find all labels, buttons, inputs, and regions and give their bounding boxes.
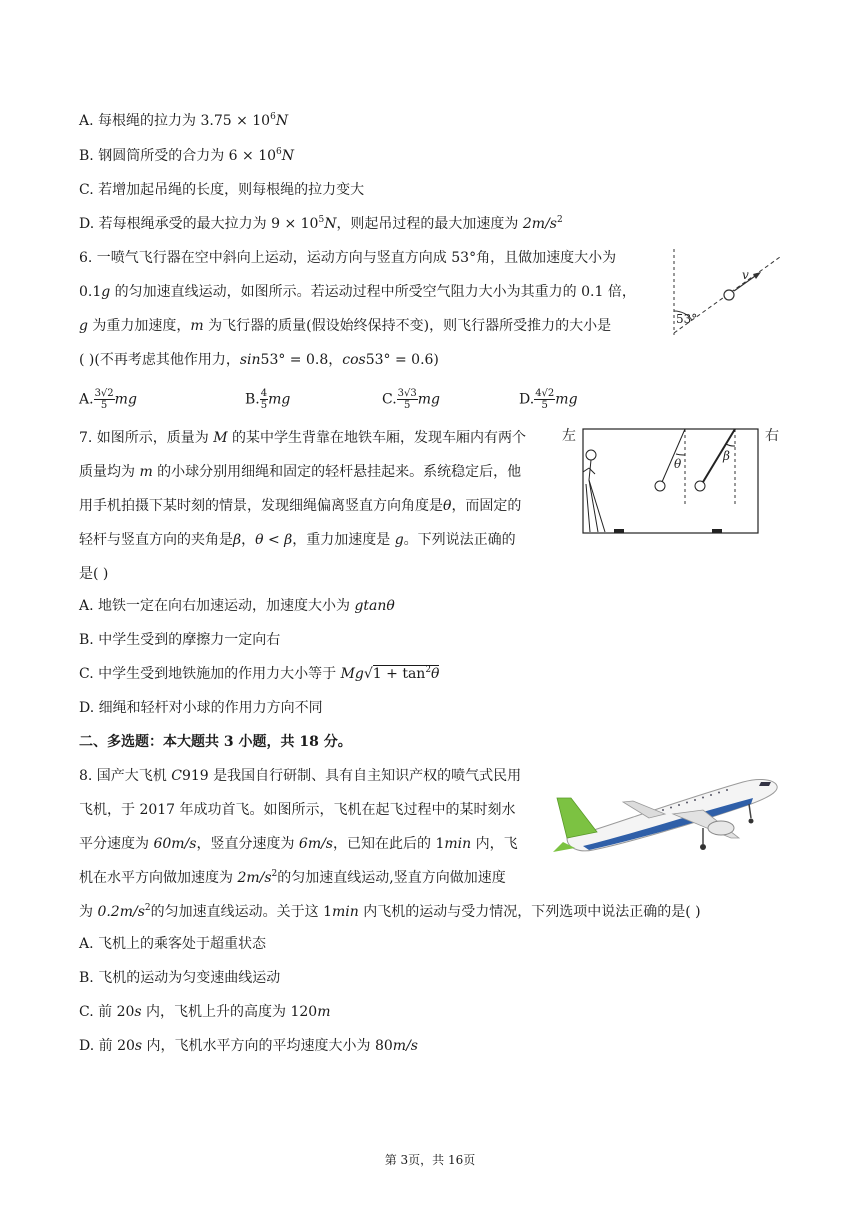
airplane-image [553,768,783,868]
q7-theta-label: θ [674,457,682,471]
q7-line-3: 用手机拍摄下某时刻的情景，发现细绳偏离竖直方向角度是θ，而固定的 [79,498,522,514]
q5-option-c: C. 若增加起吊绳的长度，则每根绳的拉力变大 [79,182,365,198]
q6-velocity-label: v [742,268,749,282]
q5-option-b: B. 钢圆筒所受的合力为 $6 \times 10^6N$ [79,147,294,164]
q8-line-3: 平分速度为 60m/s，竖直分速度为 6m/s，已知在此后的 1min 内，飞 [79,836,518,852]
q7-option-b: B. 中学生受到的摩擦力一定向右 [79,632,281,648]
section-2-title: 二、多选题：本大题共 3 小题，共 18 分。 [79,734,352,750]
q8-option-d: D. 前 20s 内，飞机水平方向的平均速度大小为 80m/s [79,1038,418,1054]
q6-option-d: D. $\frac{4√2}{5}$ mg [519,388,578,411]
q5-option-a: A. 每根绳的拉力为 $3.75 \times 10^6N$ [79,112,289,129]
q8-line-4: 机在水平方向做加速度为 $2m/s^2$的匀加速直线运动,竖直方向做加速度 [79,869,506,886]
q7-option-c: C. 中学生受到地铁施加的作用力大小等于 $Mg√1 + \tan^2\theta$ [79,665,440,682]
q7-line-5: 是( ) [79,566,109,582]
q7-right-label: 右 [765,428,779,444]
q6-line-1: 6. 一喷气飞行器在空中斜向上运动，运动方向与竖直方向成 53°角，且做加速度大小为 [79,250,617,266]
q8-option-b: B. 飞机的运动为匀变速曲线运动 [79,970,281,986]
q6-angle-label: 53° [676,312,698,326]
q6-option-a: A. $\frac{3√2}{5}$ mg [79,388,137,411]
q7-option-a: A. 地铁一定在向右加速运动，加速度大小为 gtanθ [79,598,395,614]
q7-beta-label: β [723,449,730,463]
q7-line-4: 轻杆与竖直方向的夹角是β，θ < β，重力加速度是 g。下列说法正确的 [79,532,516,548]
q6-figure [668,245,788,337]
q7-line-1: 7. 如图所示，质量为 M 的某中学生背靠在地铁车厢，发现车厢内有两个 [79,430,527,446]
q8-option-c: C. 前 20s 内，飞机上升的高度为 120m [79,1004,331,1020]
q6-option-c: C. $\frac{3√3}{5}$ mg [382,388,441,411]
q7-line-2: 质量均为 m 的小球分别用细绳和固定的轻杆悬挂起来。系统稳定后，他 [79,464,522,480]
q6-line-2: 0.1g 的匀加速直线运动，如图所示。若运动过程中所受空气阻力大小为其重力的 0.1 倍， [79,284,636,300]
q6-line-4: ( )(不再考虑其他作用力，sin53° = 0.8，cos53° = 0.6) [79,352,439,368]
q7-left-label: 左 [562,428,576,444]
q8-line-2: 飞机，于 2017 年成功首飞。如图所示，飞机在起飞过程中的某时刻水 [79,802,516,818]
q6-line-3: g 为重力加速度，m 为飞行器的质量(假设始终保持不变)，则飞行器所受推力的大小是 [79,318,612,334]
q8-option-a: A. 飞机上的乘客处于超重状态 [79,936,267,952]
q7-option-d: D. 细绳和轻杆对小球的作用力方向不同 [79,700,323,716]
page-footer: 第 3页，共 16页 [384,1153,476,1167]
q6-option-b: B. $\frac{4}{5}$ mg [245,388,291,411]
q5-option-d: D. 若每根绳承受的最大拉力为 $9 \times 10^5N$，则起吊过程的最大加速度为 $2m/s^2$ [79,215,563,232]
q8-line-1: 8. 国产大飞机 C919 是我国自行研制、具有自主知识产权的喷气式民用 [79,768,522,784]
q7-figure [560,424,785,540]
q8-line-5: 为 $0.2m/s^2$的匀加速直线运动。关于这 1min 内飞机的运动与受力情况，下列选项中说法正确的是( ) [79,903,701,920]
